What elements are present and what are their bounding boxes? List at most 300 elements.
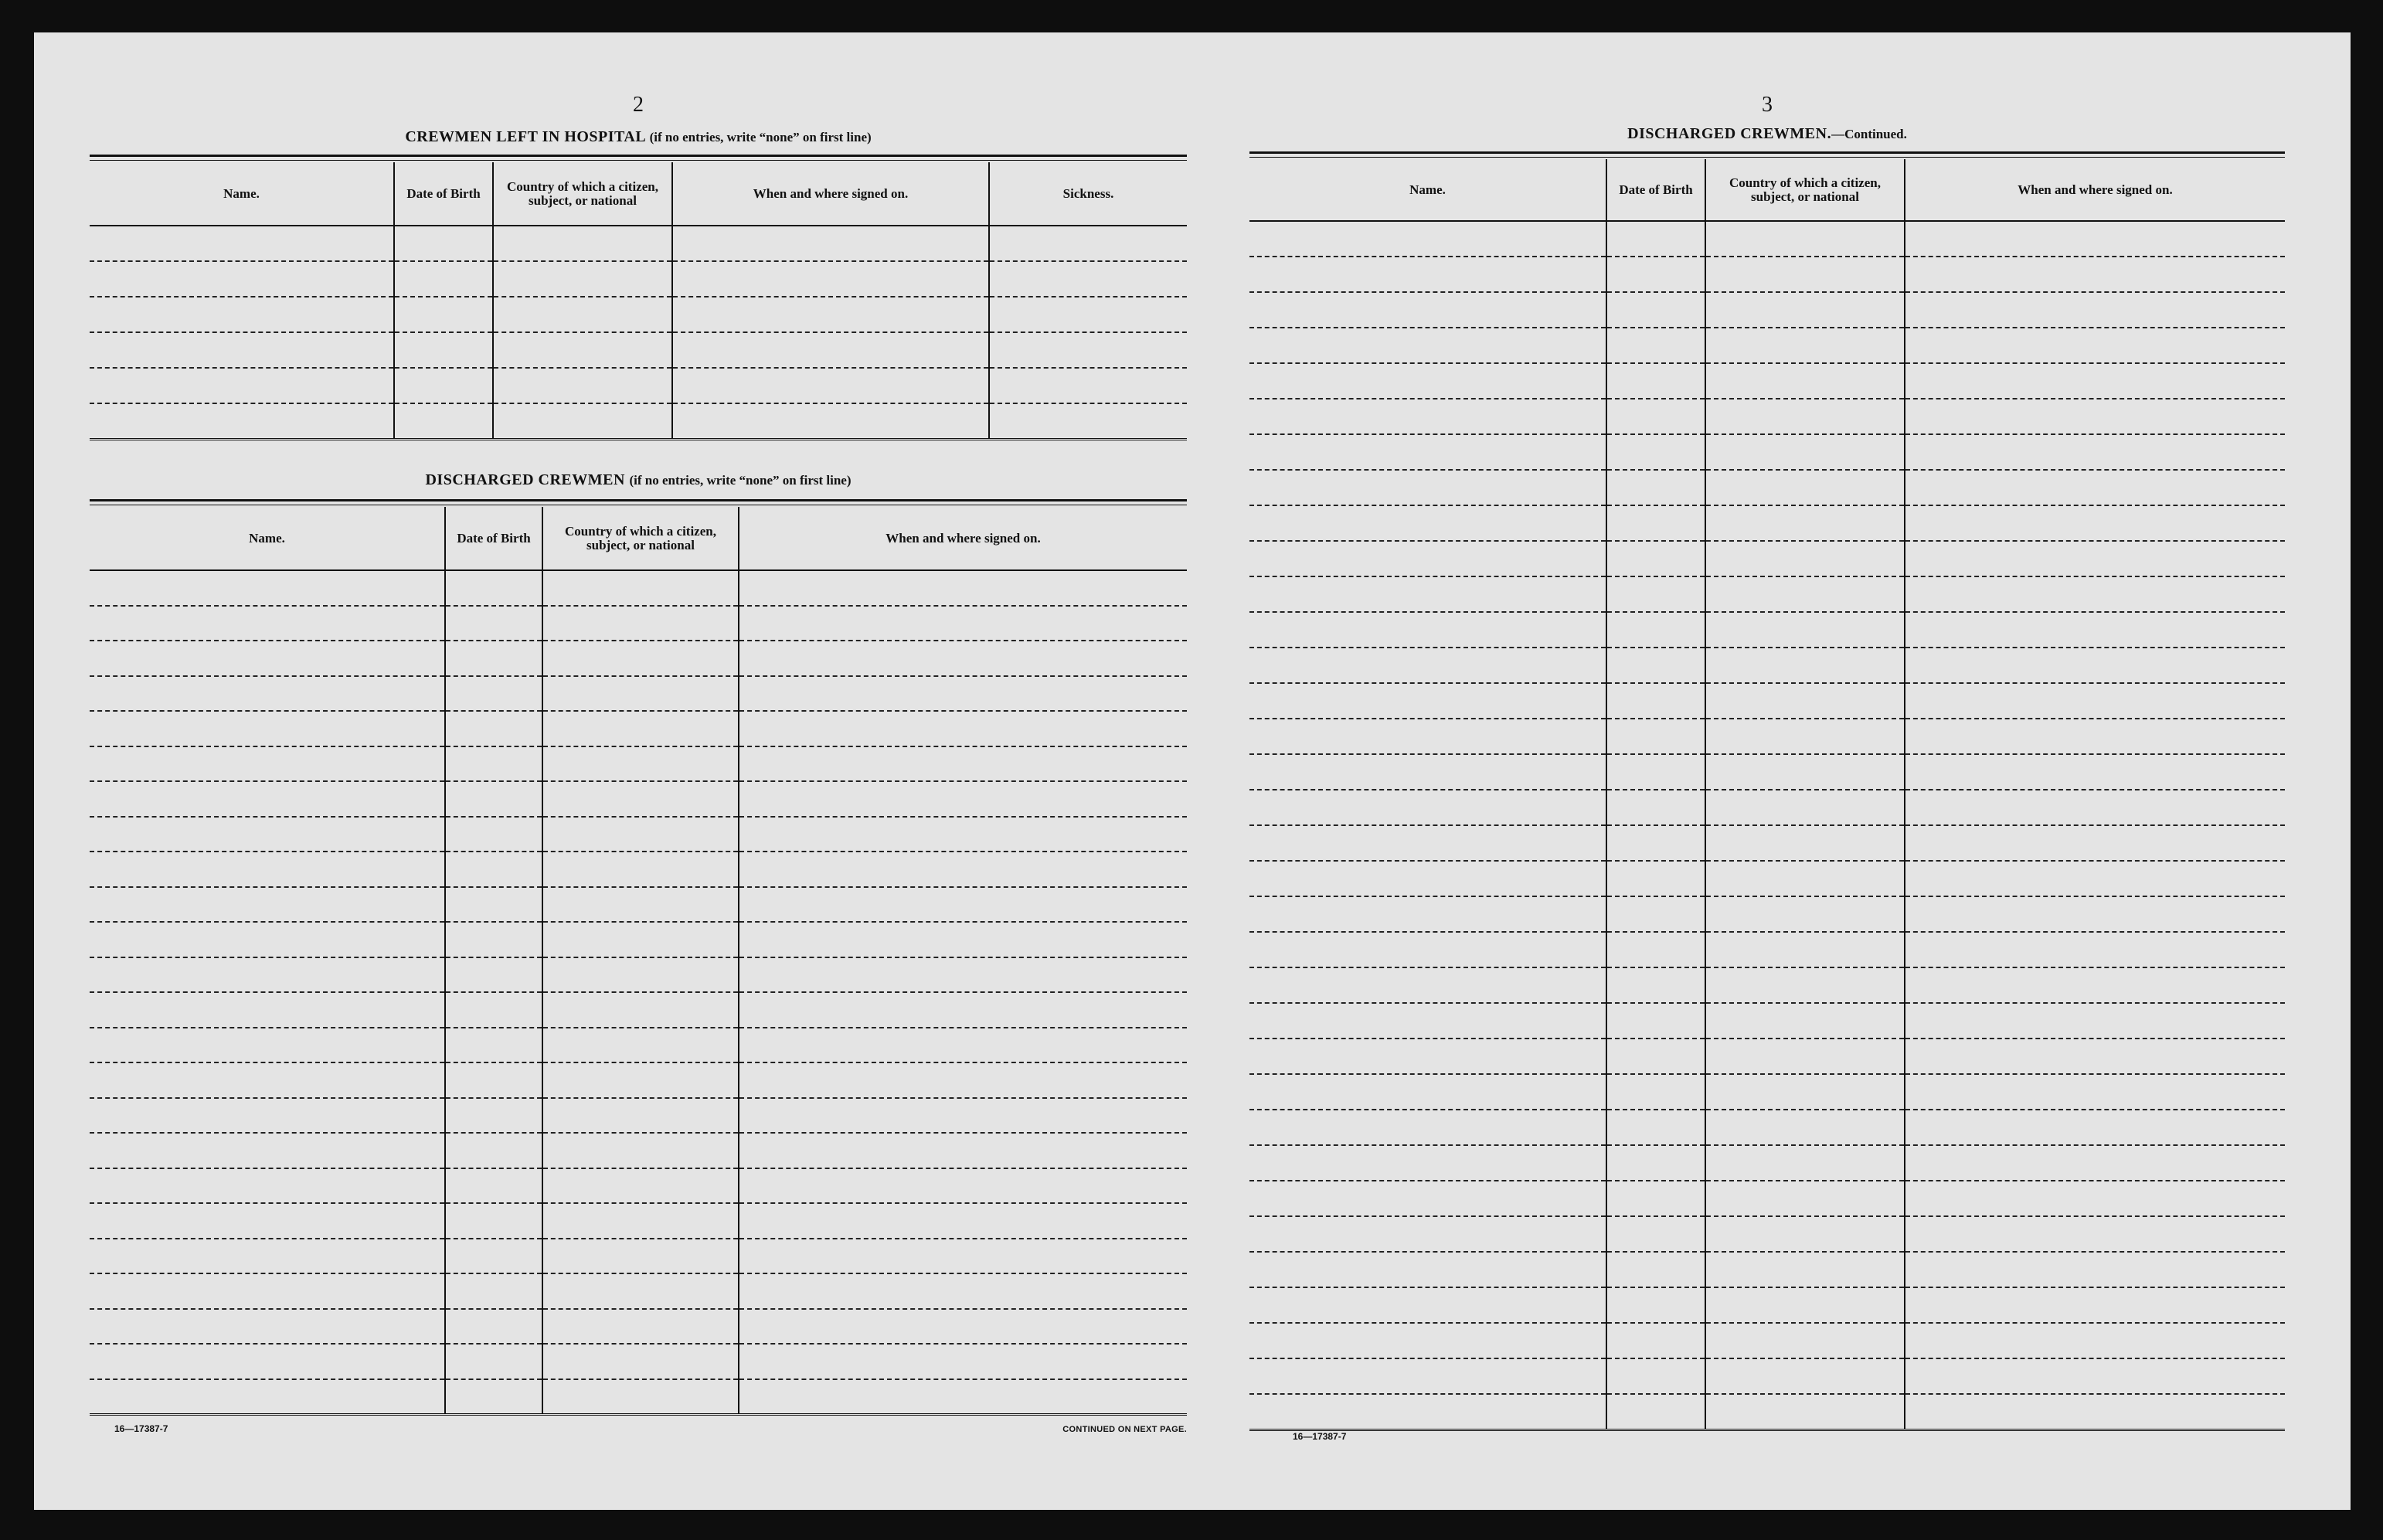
ledger-cell[interactable] <box>1606 363 1705 399</box>
ledger-cell[interactable] <box>1905 1394 2285 1430</box>
ledger-cell[interactable] <box>493 261 672 297</box>
ledger-cell[interactable] <box>542 1344 739 1379</box>
ledger-cell[interactable] <box>90 1028 445 1063</box>
ledger-cell[interactable] <box>445 1203 542 1239</box>
ledger-cell[interactable] <box>1606 399 1705 434</box>
ledger-cell[interactable] <box>542 606 739 641</box>
ledger-cell[interactable] <box>1606 932 1705 967</box>
ledger-cell[interactable] <box>1905 896 2285 932</box>
ledger-cell[interactable] <box>1249 221 1606 257</box>
ledger-cell[interactable] <box>542 1273 739 1309</box>
ledger-cell[interactable] <box>739 1028 1187 1063</box>
ledger-row <box>1249 399 2285 434</box>
ledger-cell[interactable] <box>1249 399 1606 434</box>
ledger-cell[interactable] <box>90 781 445 817</box>
ledger-cell[interactable] <box>90 1062 445 1098</box>
ledger-cell[interactable] <box>739 1062 1187 1098</box>
ledger-cell[interactable] <box>542 1379 739 1415</box>
ledger-cell[interactable] <box>445 922 542 957</box>
ledger-cell[interactable] <box>1606 754 1705 790</box>
ledger-cell[interactable] <box>493 226 672 261</box>
ledger-cell[interactable] <box>542 641 739 676</box>
ledger-cell[interactable] <box>542 746 739 782</box>
ledger-cell[interactable] <box>445 1028 542 1063</box>
ledger-cell[interactable] <box>493 332 672 368</box>
ledger-cell[interactable] <box>445 570 542 606</box>
ledger-cell[interactable] <box>1249 896 1606 932</box>
ledger-cell[interactable] <box>989 226 1187 261</box>
ledger-cell[interactable] <box>989 368 1187 403</box>
ledger-cell[interactable] <box>90 852 445 887</box>
ledger-cell[interactable] <box>394 297 493 332</box>
ledger-cell[interactable] <box>542 817 739 852</box>
column-header: Name. <box>90 507 445 570</box>
ledger-cell[interactable] <box>1249 1358 1606 1394</box>
ledger-cell[interactable] <box>542 781 739 817</box>
ledger-cell[interactable] <box>1705 719 1905 754</box>
ledger-cell[interactable] <box>1606 576 1705 612</box>
ledger-cell[interactable] <box>90 261 394 297</box>
ledger-cell[interactable] <box>672 332 989 368</box>
ledger-row <box>1249 1181 2285 1216</box>
ledger-cell[interactable] <box>445 641 542 676</box>
column-header: Country of which a citizen, subject, or national <box>1705 159 1905 221</box>
ledger-cell[interactable] <box>1905 1216 2285 1252</box>
ledger-cell[interactable] <box>739 781 1187 817</box>
ledger-cell[interactable] <box>542 1168 739 1204</box>
ledger-cell[interactable] <box>1905 505 2285 541</box>
ledger-cell[interactable] <box>1606 648 1705 683</box>
ledger-cell[interactable] <box>1606 612 1705 648</box>
ledger-row <box>90 1028 1187 1063</box>
ledger-cell[interactable] <box>445 676 542 712</box>
ledger-cell[interactable] <box>1606 683 1705 719</box>
ledger-cell[interactable] <box>1606 1003 1705 1039</box>
ledger-cell[interactable] <box>1705 399 1905 434</box>
ledger-cell[interactable] <box>90 368 394 403</box>
ledger-cell[interactable] <box>1705 1039 1905 1074</box>
ledger-cell[interactable] <box>1606 861 1705 896</box>
ledger-cell[interactable] <box>445 1273 542 1309</box>
ledger-cell[interactable] <box>1905 1287 2285 1323</box>
ledger-cell[interactable] <box>90 711 445 746</box>
ledger-cell[interactable] <box>1705 1358 1905 1394</box>
ledger-cell[interactable] <box>90 226 394 261</box>
ledger-cell[interactable] <box>739 606 1187 641</box>
ledger-cell[interactable] <box>1606 505 1705 541</box>
ledger-cell[interactable] <box>1705 1287 1905 1323</box>
ledger-cell[interactable] <box>1249 1181 1606 1216</box>
ledger-cell[interactable] <box>542 676 739 712</box>
ledger-cell[interactable] <box>1905 790 2285 825</box>
ledger-cell[interactable] <box>1606 1110 1705 1145</box>
ledger-cell[interactable] <box>493 297 672 332</box>
ledger-cell[interactable] <box>1905 576 2285 612</box>
ledger-cell[interactable] <box>739 817 1187 852</box>
ledger-cell[interactable] <box>1249 790 1606 825</box>
ledger-cell[interactable] <box>1705 967 1905 1003</box>
ledger-cell[interactable] <box>90 332 394 368</box>
ledger-cell[interactable] <box>1606 470 1705 505</box>
ledger-cell[interactable] <box>1705 257 1905 292</box>
ledger-cell[interactable] <box>739 992 1187 1028</box>
ledger-cell[interactable] <box>542 1239 739 1274</box>
ledger-cell[interactable] <box>1606 896 1705 932</box>
ledger-cell[interactable] <box>1705 1110 1905 1145</box>
ledger-cell[interactable] <box>445 1098 542 1134</box>
ledger-cell[interactable] <box>1905 1003 2285 1039</box>
ledger-cell[interactable] <box>1249 967 1606 1003</box>
ledger-cell[interactable] <box>1606 790 1705 825</box>
ledger-cell[interactable] <box>542 1028 739 1063</box>
ledger-cell[interactable] <box>542 1203 739 1239</box>
ledger-cell[interactable] <box>1905 1039 2285 1074</box>
ledger-cell[interactable] <box>90 1098 445 1134</box>
ledger-cell[interactable] <box>90 641 445 676</box>
ledger-cell[interactable] <box>90 992 445 1028</box>
ledger-cell[interactable] <box>90 922 445 957</box>
ledger-cell[interactable] <box>1249 292 1606 328</box>
ledger-cell[interactable] <box>1705 896 1905 932</box>
ledger-cell[interactable] <box>90 957 445 993</box>
ledger-cell[interactable] <box>1606 1145 1705 1181</box>
ledger-cell[interactable] <box>739 746 1187 782</box>
ledger-cell[interactable] <box>1249 1323 1606 1358</box>
ledger-cell[interactable] <box>1905 257 2285 292</box>
ledger-cell[interactable] <box>739 676 1187 712</box>
ledger-cell[interactable] <box>672 368 989 403</box>
ledger-row <box>90 817 1187 852</box>
ledger-cell[interactable] <box>90 1273 445 1309</box>
ledger-cell[interactable] <box>1705 505 1905 541</box>
hospital-table <box>90 162 1187 440</box>
ledger-cell[interactable] <box>989 332 1187 368</box>
ledger-cell[interactable] <box>542 957 739 993</box>
ledger-cell[interactable] <box>739 922 1187 957</box>
left-page <box>90 32 1187 1510</box>
ledger-cell[interactable] <box>90 676 445 712</box>
ledger-row <box>90 1309 1187 1345</box>
ledger-cell[interactable] <box>739 711 1187 746</box>
ledger-cell[interactable] <box>1705 1181 1905 1216</box>
ledger-cell[interactable] <box>1606 1216 1705 1252</box>
ledger-cell[interactable] <box>90 297 394 332</box>
ledger-cell[interactable] <box>1606 967 1705 1003</box>
ledger-cell[interactable] <box>1606 541 1705 576</box>
ledger-row <box>1249 257 2285 292</box>
ledger-cell[interactable] <box>445 992 542 1028</box>
ledger-cell[interactable] <box>1705 1003 1905 1039</box>
ledger-cell[interactable] <box>394 368 493 403</box>
ledger-row <box>1249 328 2285 363</box>
ledger-cell[interactable] <box>739 957 1187 993</box>
ledger-cell[interactable] <box>739 641 1187 676</box>
ledger-cell[interactable] <box>1705 1145 1905 1181</box>
ledger-cell[interactable] <box>1249 1074 1606 1110</box>
ledger-cell[interactable] <box>445 957 542 993</box>
ledger-cell[interactable] <box>739 1098 1187 1134</box>
ledger-cell[interactable] <box>1705 576 1905 612</box>
column-header: Date of Birth <box>394 162 493 226</box>
page-number: 3 <box>1762 93 1773 117</box>
hospital-title-text: CREWMEN LEFT IN HOSPITAL <box>405 128 646 145</box>
ledger-cell[interactable] <box>1905 719 2285 754</box>
ledger-cell[interactable] <box>1905 825 2285 861</box>
ledger-cell[interactable] <box>1905 1110 2285 1145</box>
ledger-cell[interactable] <box>1249 1252 1606 1287</box>
ledger-cell[interactable] <box>1705 1074 1905 1110</box>
ledger-cell[interactable] <box>672 297 989 332</box>
ledger-cell[interactable] <box>739 570 1187 606</box>
ledger-cell[interactable] <box>1705 1216 1905 1252</box>
ledger-cell[interactable] <box>1705 434 1905 470</box>
ledger-cell[interactable] <box>90 1168 445 1204</box>
ledger-row <box>90 1273 1187 1309</box>
ledger-cell[interactable] <box>1606 328 1705 363</box>
ledger-cell[interactable] <box>1705 292 1905 328</box>
ledger-cell[interactable] <box>445 781 542 817</box>
ledger-row <box>90 1239 1187 1274</box>
ledger-cell[interactable] <box>1606 1323 1705 1358</box>
ledger-cell[interactable] <box>1905 754 2285 790</box>
ledger-cell[interactable] <box>1249 1216 1606 1252</box>
ledger-cell[interactable] <box>1705 612 1905 648</box>
ledger-row <box>1249 363 2285 399</box>
ledger-cell[interactable] <box>1249 328 1606 363</box>
ledger-cell[interactable] <box>1249 1110 1606 1145</box>
ledger-cell[interactable] <box>1905 221 2285 257</box>
ledger-row <box>90 852 1187 887</box>
ledger-cell[interactable] <box>1249 541 1606 576</box>
ledger-cell[interactable] <box>90 403 394 439</box>
ledger-row <box>90 368 1187 403</box>
ledger-row <box>90 1203 1187 1239</box>
ledger-cell[interactable] <box>1249 1287 1606 1323</box>
ledger-cell[interactable] <box>1905 328 2285 363</box>
ledger-cell[interactable] <box>1905 967 2285 1003</box>
ledger-cell[interactable] <box>445 711 542 746</box>
ledger-cell[interactable] <box>445 1379 542 1415</box>
ledger-cell[interactable] <box>1249 861 1606 896</box>
ledger-cell[interactable] <box>542 887 739 923</box>
ledger-cell[interactable] <box>493 403 672 439</box>
ledger-cell[interactable] <box>542 570 739 606</box>
ledger-row <box>1249 896 2285 932</box>
ledger-cell[interactable] <box>1705 1323 1905 1358</box>
ledger-cell[interactable] <box>394 226 493 261</box>
ledger-cell[interactable] <box>542 992 739 1028</box>
ledger-cell[interactable] <box>445 1344 542 1379</box>
ledger-cell[interactable] <box>1905 1181 2285 1216</box>
ledger-cell[interactable] <box>1249 1145 1606 1181</box>
ledger-row <box>1249 1394 2285 1430</box>
ledger-cell[interactable] <box>739 1133 1187 1168</box>
ledger-cell[interactable] <box>1606 434 1705 470</box>
ledger-cell[interactable] <box>739 887 1187 923</box>
ledger-cell[interactable] <box>1705 648 1905 683</box>
ledger-cell[interactable] <box>1705 363 1905 399</box>
ledger-cell[interactable] <box>1606 1287 1705 1323</box>
ledger-row <box>1249 719 2285 754</box>
ledger-cell[interactable] <box>90 817 445 852</box>
ledger-cell[interactable] <box>1705 683 1905 719</box>
ledger-cell[interactable] <box>672 261 989 297</box>
ledger-cell[interactable] <box>542 1098 739 1134</box>
ledger-cell[interactable] <box>672 226 989 261</box>
ledger-cell[interactable] <box>1905 932 2285 967</box>
ledger-cell[interactable] <box>739 1168 1187 1204</box>
ledger-cell[interactable] <box>1606 257 1705 292</box>
ledger-cell[interactable] <box>1705 1252 1905 1287</box>
ledger-cell[interactable] <box>1905 470 2285 505</box>
ledger-cell[interactable] <box>445 1133 542 1168</box>
ledger-cell[interactable] <box>1606 1039 1705 1074</box>
ledger-cell[interactable] <box>1249 576 1606 612</box>
ledger-cell[interactable] <box>739 1344 1187 1379</box>
ledger-cell[interactable] <box>90 1344 445 1379</box>
ledger-cell[interactable] <box>1705 861 1905 896</box>
ledger-cell[interactable] <box>1249 683 1606 719</box>
right-page <box>1249 32 2285 1510</box>
ledger-cell[interactable] <box>1606 719 1705 754</box>
ledger-row <box>90 332 1187 368</box>
ledger-cell[interactable] <box>90 1379 445 1415</box>
ledger-cell[interactable] <box>1705 790 1905 825</box>
ledger-row <box>1249 221 2285 257</box>
ledger-cell[interactable] <box>739 1203 1187 1239</box>
ledger-cell[interactable] <box>1249 1039 1606 1074</box>
ledger-cell[interactable] <box>1249 470 1606 505</box>
ledger-cell[interactable] <box>542 1133 739 1168</box>
ledger-cell[interactable] <box>989 261 1187 297</box>
ledger-cell[interactable] <box>1249 825 1606 861</box>
ledger-cell[interactable] <box>1249 505 1606 541</box>
ledger-cell[interactable] <box>1905 1145 2285 1181</box>
ledger-cell[interactable] <box>90 1203 445 1239</box>
ledger-cell[interactable] <box>445 817 542 852</box>
ledger-row <box>90 1098 1187 1134</box>
ledger-cell[interactable] <box>1905 1252 2285 1287</box>
ledger-cell[interactable] <box>1249 932 1606 967</box>
ledger-cell[interactable] <box>1249 1394 1606 1430</box>
ledger-row <box>1249 1358 2285 1394</box>
ledger-cell[interactable] <box>445 1309 542 1345</box>
ledger-cell[interactable] <box>90 606 445 641</box>
ledger-cell[interactable] <box>739 1379 1187 1415</box>
ledger-cell[interactable] <box>1905 861 2285 896</box>
ledger-cell[interactable] <box>1705 470 1905 505</box>
ledger-cell[interactable] <box>739 1239 1187 1274</box>
ledger-cell[interactable] <box>1606 825 1705 861</box>
ledger-cell[interactable] <box>493 368 672 403</box>
ledger-cell[interactable] <box>542 1309 739 1345</box>
ledger-cell[interactable] <box>1249 257 1606 292</box>
ledger-cell[interactable] <box>542 1062 739 1098</box>
ledger-cell[interactable] <box>1905 683 2285 719</box>
ledger-cell[interactable] <box>1249 434 1606 470</box>
ledger-cell[interactable] <box>394 403 493 439</box>
ledger-cell[interactable] <box>1705 221 1905 257</box>
ledger-row <box>1249 541 2285 576</box>
ledger-cell[interactable] <box>445 746 542 782</box>
ledger-cell[interactable] <box>1249 363 1606 399</box>
ledger-cell[interactable] <box>445 1062 542 1098</box>
ledger-cell[interactable] <box>1606 221 1705 257</box>
ledger-cell[interactable] <box>445 887 542 923</box>
ledger-cell[interactable] <box>1905 363 2285 399</box>
ledger-cell[interactable] <box>542 711 739 746</box>
ledger-cell[interactable] <box>1905 399 2285 434</box>
ledger-cell[interactable] <box>90 1309 445 1345</box>
ledger-cell[interactable] <box>1705 754 1905 790</box>
ledger-cell[interactable] <box>90 746 445 782</box>
ledger-cell[interactable] <box>1606 1394 1705 1430</box>
ledger-cell[interactable] <box>1905 648 2285 683</box>
ledger-cell[interactable] <box>1249 1003 1606 1039</box>
ledger-cell[interactable] <box>1905 1074 2285 1110</box>
ledger-row <box>1249 754 2285 790</box>
ledger-cell[interactable] <box>90 1133 445 1168</box>
discharged-continued-suffix: —Continued. <box>1831 127 1907 141</box>
ledger-cell[interactable] <box>1705 328 1905 363</box>
ledger-row <box>1249 1252 2285 1287</box>
ledger-cell[interactable] <box>1905 292 2285 328</box>
ledger-cell[interactable] <box>445 1168 542 1204</box>
ledger-cell[interactable] <box>1249 754 1606 790</box>
ledger-cell[interactable] <box>989 403 1187 439</box>
ledger-cell[interactable] <box>1905 1358 2285 1394</box>
ledger-cell[interactable] <box>739 1309 1187 1345</box>
ledger-cell[interactable] <box>739 852 1187 887</box>
ledger-cell[interactable] <box>394 332 493 368</box>
ledger-cell[interactable] <box>1606 1358 1705 1394</box>
ledger-cell[interactable] <box>445 606 542 641</box>
ledger-cell[interactable] <box>1705 932 1905 967</box>
ledger-row <box>1249 612 2285 648</box>
ledger-cell[interactable] <box>1249 612 1606 648</box>
ledger-cell[interactable] <box>1905 541 2285 576</box>
ledger-cell[interactable] <box>1905 1323 2285 1358</box>
ledger-cell[interactable] <box>1705 825 1905 861</box>
ledger-cell[interactable] <box>1249 719 1606 754</box>
ledger-row <box>1249 683 2285 719</box>
ledger-cell[interactable] <box>1705 1394 1905 1430</box>
ledger-cell[interactable] <box>445 852 542 887</box>
ledger-cell[interactable] <box>1606 1181 1705 1216</box>
ledger-cell[interactable] <box>1905 434 2285 470</box>
hospital-section-title <box>90 128 1187 146</box>
ledger-cell[interactable] <box>542 852 739 887</box>
ledger-cell[interactable] <box>90 887 445 923</box>
ledger-cell[interactable] <box>90 570 445 606</box>
ledger-cell[interactable] <box>1606 1252 1705 1287</box>
ledger-row <box>1249 1110 2285 1145</box>
ledger-cell[interactable] <box>739 1273 1187 1309</box>
ledger-cell[interactable] <box>1905 612 2285 648</box>
ledger-cell[interactable] <box>989 297 1187 332</box>
ledger-cell[interactable] <box>1606 1074 1705 1110</box>
ledger-cell[interactable] <box>445 1239 542 1274</box>
ledger-cell[interactable] <box>672 403 989 439</box>
ledger-cell[interactable] <box>542 922 739 957</box>
ledger-cell[interactable] <box>1606 292 1705 328</box>
ledger-cell[interactable] <box>1705 541 1905 576</box>
ledger-cell[interactable] <box>1249 648 1606 683</box>
ledger-cell[interactable] <box>394 261 493 297</box>
ledger-row <box>1249 1216 2285 1252</box>
ledger-cell[interactable] <box>90 1239 445 1274</box>
discharged-section-title <box>90 471 1187 489</box>
